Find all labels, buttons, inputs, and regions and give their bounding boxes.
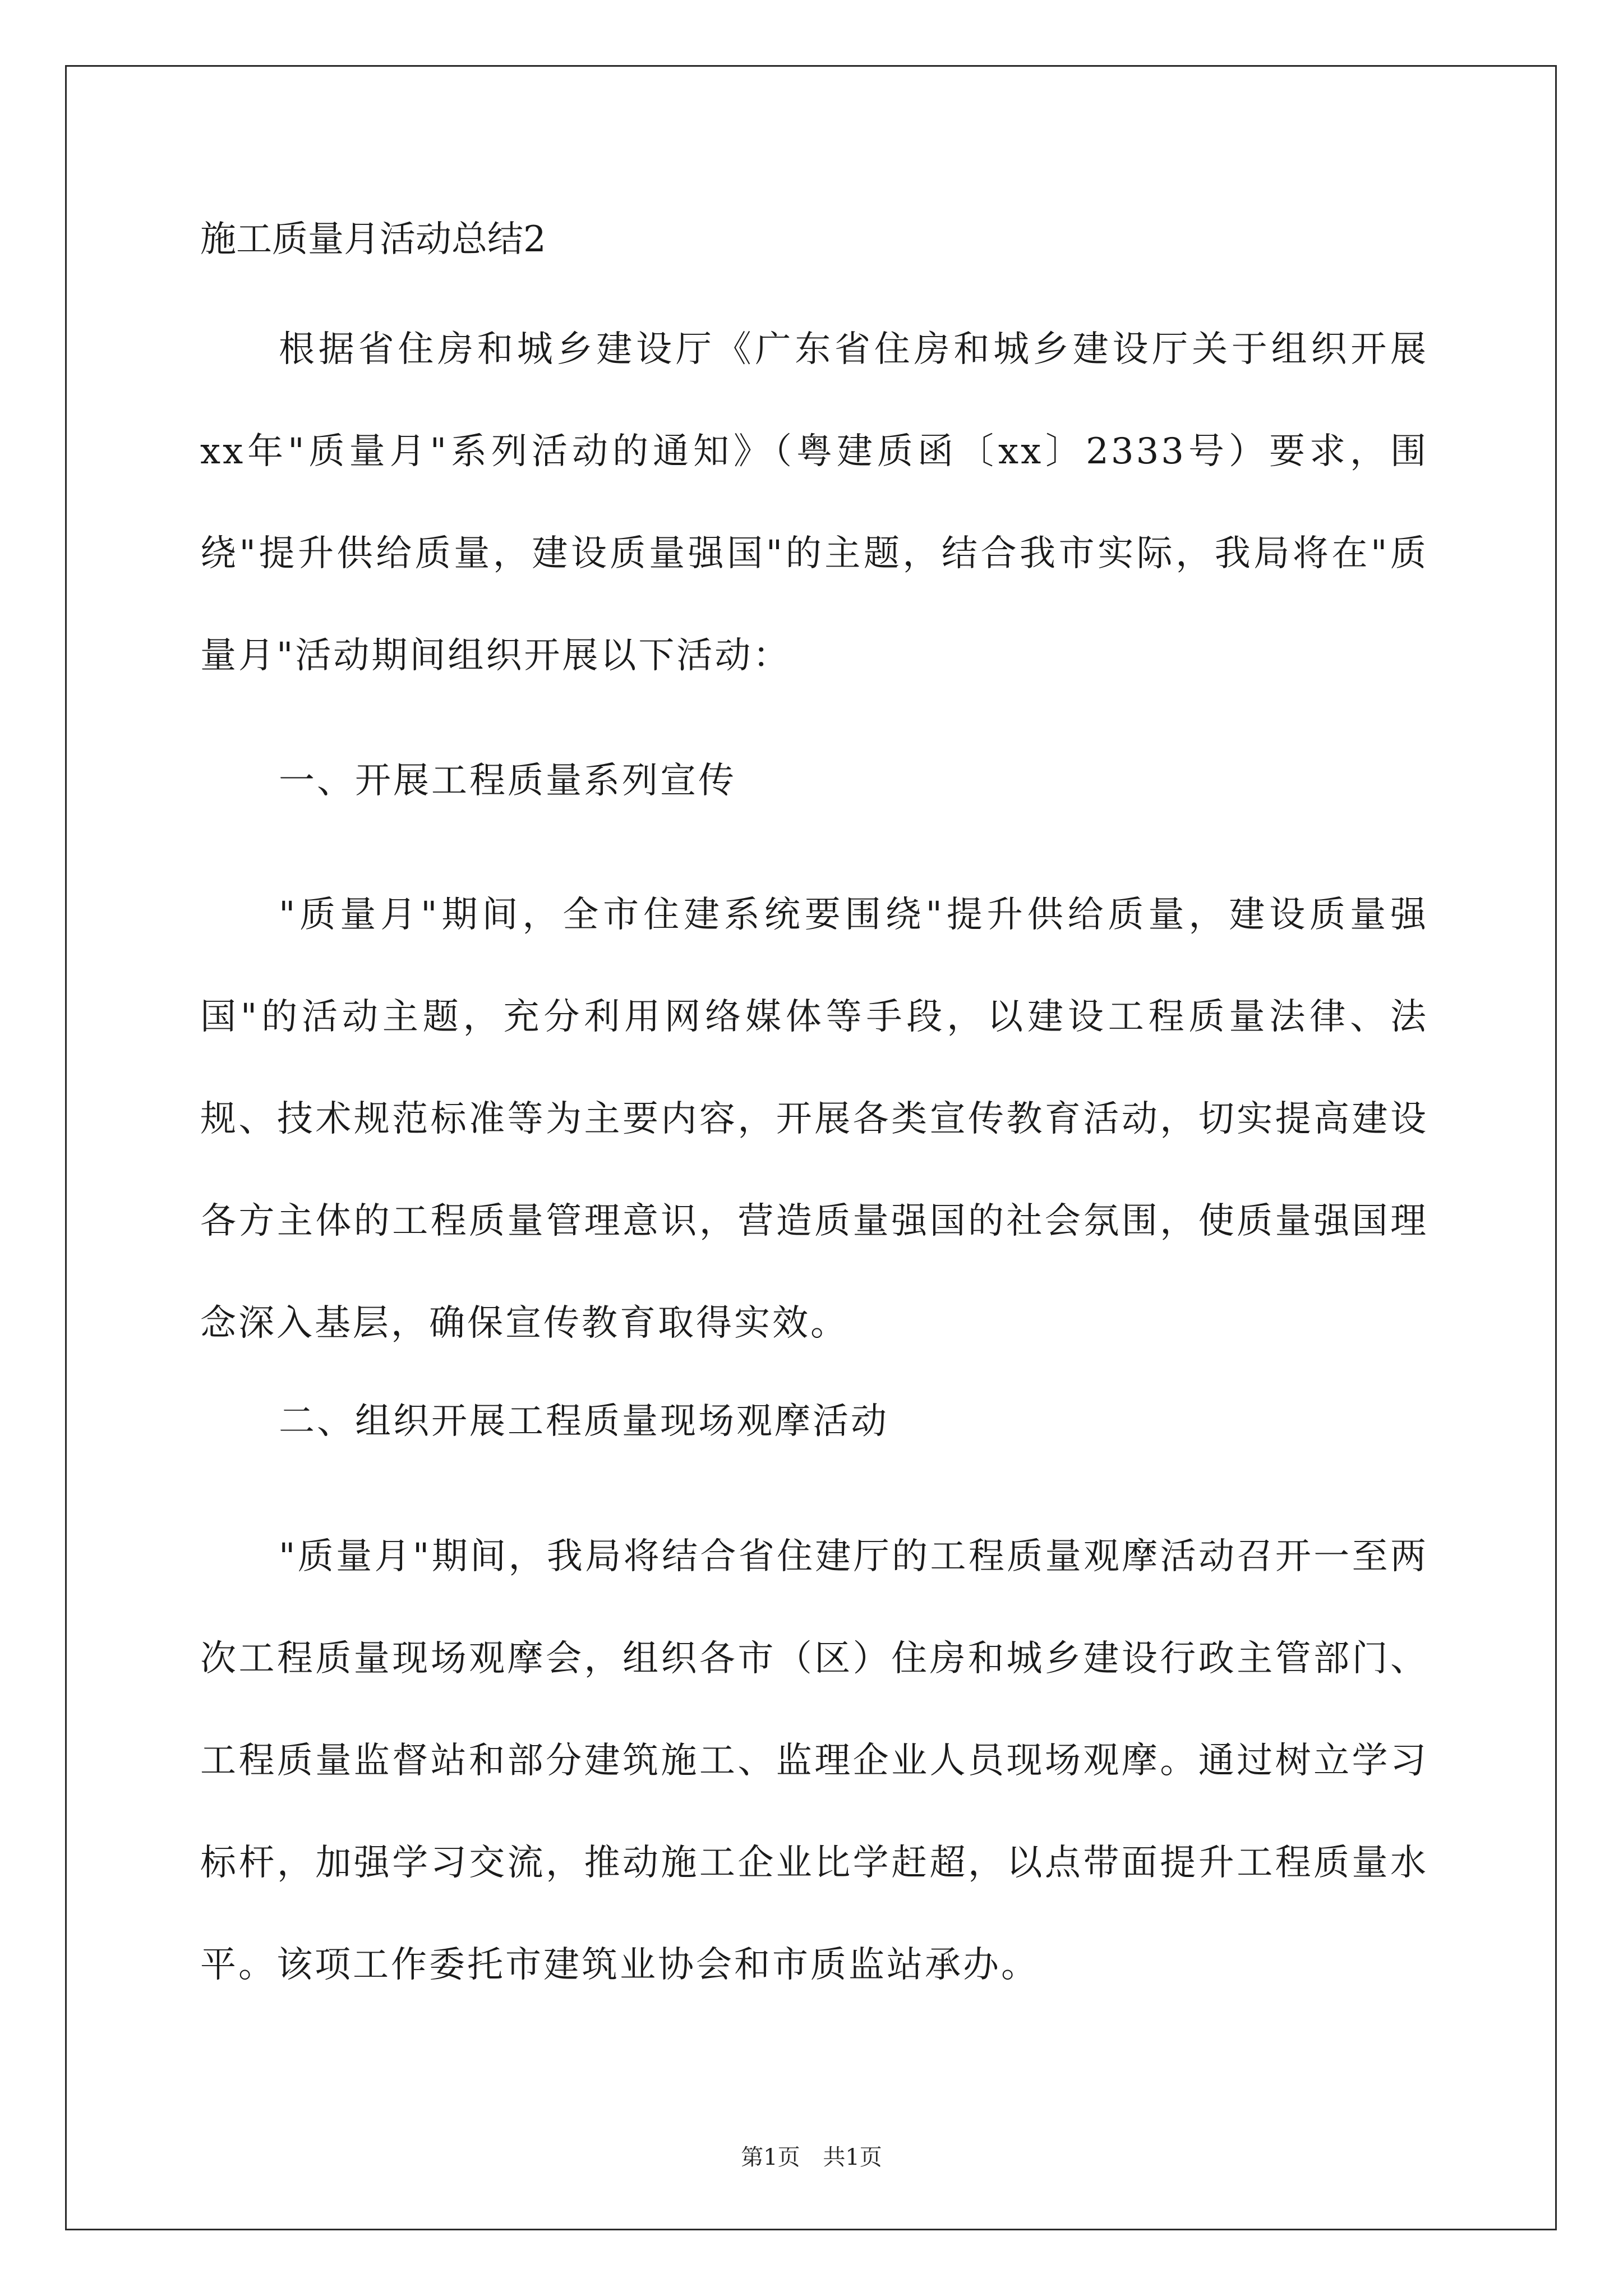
page-number: 第1页 bbox=[741, 2145, 800, 2170]
intro-paragraph: 根据省住房和城乡建设厅《广东省住房和城乡建设厅关于组织开展xx年"质量月"系列活动的通知》（粤建质函〔xx〕2333号）要求，围绕"提升供给质量，建设质量强国"的主题，结合我市实际，我局将在"质量月"活动期间组织开展以下活动： bbox=[200, 329, 1428, 677]
section-2-body: "质量月"期间，我局将结合省住建厅的工程质量观摩活动召开一至两次工程质量现场观摩会，组织各市（区）住房和城乡建设行政主管部门、工程质量监督站和部分建筑施工、监理企业人员现场观摩。通过树立学习标杆，加强学习交流，推动施工企业比学赶超，以点带面提升工程质量水平。该项工作委托市建筑业协会和市质监站承办。 bbox=[200, 1536, 1428, 1986]
section-1-heading: 一、开展工程质量系列宣传 bbox=[279, 760, 736, 802]
section-2-heading: 二、组织开展工程质量现场观摩活动 bbox=[279, 1401, 889, 1442]
section-1-body: "质量月"期间，全市住建系统要围绕"提升供给质量，建设质量强国"的活动主题，充分利用网络媒体等手段，以建设工程质量法律、法规、技术规范标准等为主要内容，开展各类宣传教育活动，切实提高建设各方主体的工程质量管理意识，营造质量强国的社会氛围，使质量强国理念深入基层，确保宣传教育取得实效。 bbox=[200, 894, 1428, 1344]
page-footer bbox=[0, 2146, 1623, 2169]
page-total: 共1页 bbox=[823, 2145, 882, 2170]
document-title: 施工质量月活动总结2 bbox=[200, 219, 546, 260]
